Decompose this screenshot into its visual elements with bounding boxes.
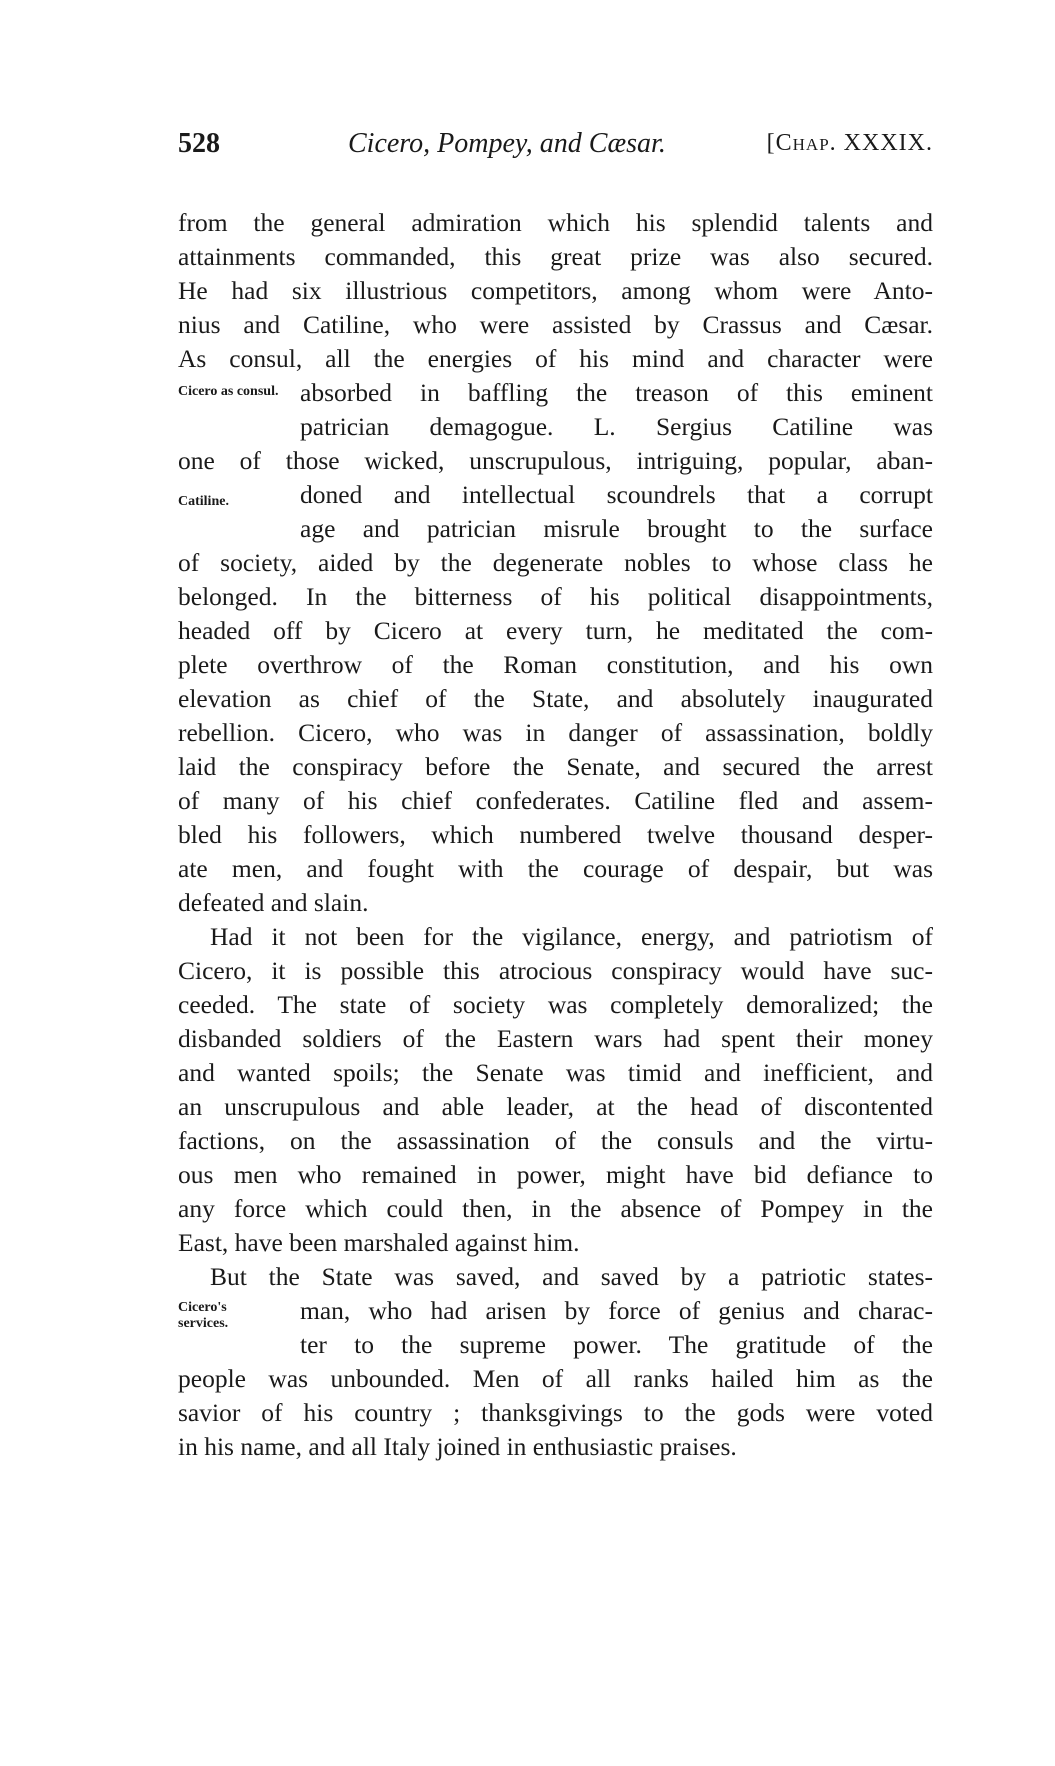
text-line: attainments commanded, this great prize was also secured.: [178, 242, 933, 271]
text-line: Cicero, it is possible this atrocious conspiracy would have suc-: [178, 956, 933, 985]
text-line: defeated and slain.: [178, 888, 369, 917]
text-line: age and patrician misrule brought to the surface: [300, 514, 933, 543]
text-line: any force which could then, in the absence of Pompey in the: [178, 1194, 933, 1223]
margin-note-catiline: Catiline.: [178, 494, 229, 509]
text-line: and wanted spoils; the Senate was timid and inefficient, and: [178, 1058, 933, 1087]
text-line: people was unbounded. Men of all ranks hailed him as the: [178, 1364, 933, 1393]
page-number: 528: [178, 128, 220, 159]
text-line: ceeded. The state of society was completely demoralized; the: [178, 990, 933, 1019]
text-line: patrician demagogue. L. Sergius Catiline was: [300, 412, 933, 441]
text-line: from the general admiration which his splendid talents and: [178, 208, 933, 237]
text-line: rebellion. Cicero, who was in danger of assassination, boldly: [178, 718, 933, 747]
text-line: But the State was saved, and saved by a patriotic states-: [210, 1262, 933, 1291]
text-line: ous men who remained in power, might have bid defiance to: [178, 1160, 933, 1189]
text-line: headed off by Cicero at every turn, he meditated the com-: [178, 616, 933, 645]
running-title: Cicero, Pompey, and Cæsar.: [348, 128, 666, 159]
text-line: of many of his chief confederates. Catiline fled and assem-: [178, 786, 933, 815]
margin-note-ciceros-services: Cicero's services.: [178, 1300, 229, 1331]
text-line: in his name, and all Italy joined in enthusiastic praises.: [178, 1432, 737, 1461]
text-line: As consul, all the energies of his mind and character were: [178, 344, 933, 373]
text-line: ter to the supreme power. The gratitude of the: [300, 1330, 933, 1359]
text-line: absorbed in baffling the treason of this eminent: [300, 378, 933, 407]
text-line: nius and Catiline, who were assisted by Crassus and Cæsar.: [178, 310, 933, 339]
text-line: an unscrupulous and able leader, at the head of discontented: [178, 1092, 933, 1121]
text-line: one of those wicked, unscrupulous, intriguing, popular, aban-: [178, 446, 933, 475]
text-line: factions, on the assassination of the consuls and the virtu-: [178, 1126, 933, 1155]
text-line: of society, aided by the degenerate nobles to whose class he: [178, 548, 933, 577]
text-line: He had six illustrious competitors, among whom were Anto-: [178, 276, 933, 305]
text-line: East, have been marshaled against him.: [178, 1228, 580, 1257]
text-line: plete overthrow of the Roman constitution, and his own: [178, 650, 933, 679]
text-line: bled his followers, which numbered twelve thousand desper-: [178, 820, 933, 849]
text-line: Had it not been for the vigilance, energy, and patriotism of: [210, 922, 933, 951]
text-line: doned and intellectual scoundrels that a corrupt: [300, 480, 933, 509]
page-header: [178, 128, 933, 168]
text-line: elevation as chief of the State, and absolutely inaugurated: [178, 684, 933, 713]
chapter-label: [Chap. XXXIX.: [766, 130, 933, 156]
text-line: ate men, and fought with the courage of despair, but was: [178, 854, 933, 883]
text-line: man, who had arisen by force of genius and charac-: [300, 1296, 933, 1325]
margin-note-cicero-consul: Cicero as consul.: [178, 384, 279, 399]
text-line: disbanded soldiers of the Eastern wars had spent their money: [178, 1024, 933, 1053]
text-line: laid the conspiracy before the Senate, and secured the arrest: [178, 752, 933, 781]
text-line: belonged. In the bitterness of his political disappointments,: [178, 582, 933, 611]
text-line: savior of his country ; thanksgivings to the gods were voted: [178, 1398, 933, 1427]
